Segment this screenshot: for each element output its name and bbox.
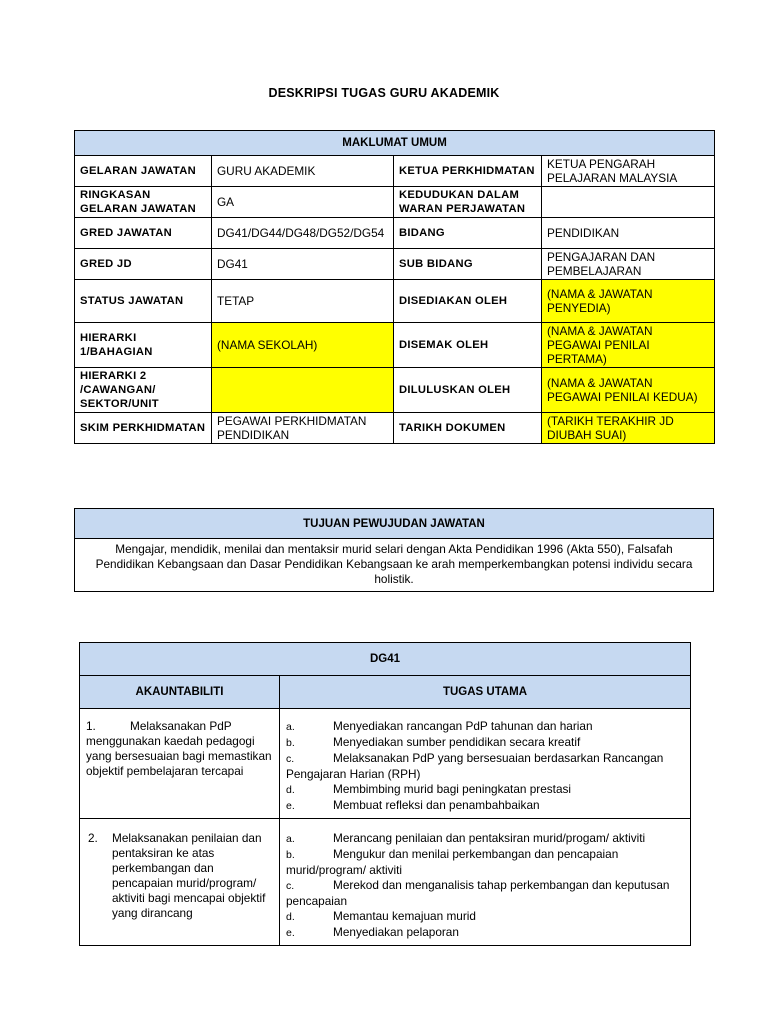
duty-item	[286, 735, 684, 751]
value-field: PENDIDIKAN	[542, 218, 715, 249]
value-hierarchy-1: (NAMA SEKOLAH)	[212, 323, 394, 368]
duty-letter: c.	[286, 753, 295, 765]
duty-text: Mengukur dan menilai perkembangan dan pencapaian murid/program/ aktiviti	[286, 847, 619, 877]
duty-letter: a.	[286, 721, 295, 733]
duty-letter: e.	[286, 927, 295, 939]
duty-item	[286, 909, 684, 925]
grade-header: DG41	[80, 643, 691, 676]
general-info-table	[74, 130, 715, 444]
duty-letter: c.	[286, 880, 295, 892]
label-field: BIDANG	[394, 218, 542, 249]
value-grade: DG41/DG44/DG48/DG52/DG54	[212, 218, 394, 249]
purpose-table	[74, 508, 714, 592]
label-jd-grade: GRED JD	[75, 249, 212, 280]
label-head-of-service: KETUA PERKHIDMATAN	[394, 156, 542, 187]
duty-item	[286, 719, 684, 735]
value-jd-grade: DG41	[212, 249, 394, 280]
duty-letter: e.	[286, 800, 295, 812]
duty-text: Membimbing murid bagi peningkatan prestasi	[333, 782, 572, 796]
label-approved-by: DILULUSKAN OLEH	[394, 368, 542, 413]
value-status: TETAP	[212, 280, 394, 323]
accountability-number: 1.	[86, 719, 96, 733]
duty-text: Menyediakan pelaporan	[333, 925, 459, 939]
duties-cell	[280, 709, 691, 819]
accountability-cell	[80, 709, 280, 819]
duty-text: Memantau kemajuan murid	[333, 909, 476, 923]
label-warrant-position: KEDUDUKAN DALAM WARAN PERJAWATAN	[394, 187, 542, 218]
label-reviewed-by: DISEMAK OLEH	[394, 323, 542, 368]
duty-item	[286, 751, 684, 782]
duty-item	[286, 831, 684, 847]
value-sub-field: PENGAJARAN DAN PEMBELAJARAN	[542, 249, 715, 280]
value-scheme: PEGAWAI PERKHIDMATAN PENDIDIKAN	[212, 413, 394, 444]
duty-item	[286, 798, 684, 814]
value-position-title: GURU AKADEMIK	[212, 156, 394, 187]
accountability-text: Melaksanakan penilaian dan pentaksiran ke atas perkembangan dan pencapaian murid/program/ aktiviti bagi mencapai objektif yang dirancang	[112, 831, 266, 920]
label-status: STATUS JAWATAN	[75, 280, 212, 323]
value-prepared-by: (NAMA & JAWATAN PENYEDIA)	[542, 280, 715, 323]
duty-item	[286, 925, 684, 941]
duty-text: Menyediakan sumber pendidikan secara kreatif	[333, 735, 581, 749]
label-hierarchy-1: HIERARKI 1/BAHAGIAN	[75, 323, 212, 368]
duty-letter: b.	[286, 737, 295, 749]
label-scheme: SKIM PERKHIDMATAN	[75, 413, 212, 444]
accountability-text: Melaksanakan PdP menggunakan kaedah pedagogi yang bersesuaian bagi memastikan objektif pembelajaran tercapai	[86, 719, 272, 778]
duty-text: Menyediakan rancangan PdP tahunan dan harian	[333, 719, 593, 733]
duty-item	[286, 878, 684, 909]
value-approved-by: (NAMA & JAWATAN PEGAWAI PENILAI KEDUA)	[542, 368, 715, 413]
main-duties-column-header: TUGAS UTAMA	[280, 676, 691, 709]
duty-text: Merancang penilaian dan pentaksiran murid/progam/ aktiviti	[333, 831, 646, 845]
duty-letter: a.	[286, 833, 295, 845]
value-short-title: GA	[212, 187, 394, 218]
value-head-of-service: KETUA PENGARAH PELAJARAN MALAYSIA	[542, 156, 715, 187]
duty-text: Merekod dan menganalisis tahap perkembangan dan keputusan pencapaian	[286, 878, 670, 908]
accountability-cell	[80, 819, 280, 946]
accountability-number: 2.	[88, 831, 98, 845]
purpose-text: Mengajar, mendidik, menilai dan mentaksir murid selari dengan Akta Pendidikan 1996 (Akta 550), Falsafah Pendidikan Kebangsaan dan Dasar Pendidikan Kebangsaan ke arah memperkembangkan potensi individu secara holistik.	[75, 539, 714, 592]
duty-letter: d.	[286, 784, 295, 796]
duty-item	[286, 782, 684, 798]
general-info-header: MAKLUMAT UMUM	[75, 131, 715, 156]
label-short-title: RINGKASAN GELARAN JAWATAN	[75, 187, 212, 218]
value-warrant-position	[542, 187, 715, 218]
duty-letter: d.	[286, 911, 295, 923]
value-reviewed-by: (NAMA & JAWATAN PEGAWAI PENILAI PERTAMA)	[542, 323, 715, 368]
purpose-header: TUJUAN PEWUJUDAN JAWATAN	[75, 509, 714, 539]
label-sub-field: SUB BIDANG	[394, 249, 542, 280]
label-position-title: GELARAN JAWATAN	[75, 156, 212, 187]
duty-letter: b.	[286, 849, 295, 861]
accountability-column-header: AKAUNTABILITI	[80, 676, 280, 709]
label-hierarchy-2: HIERARKI 2 /CAWANGAN/ SEKTOR/UNIT	[75, 368, 212, 413]
value-hierarchy-2	[212, 368, 394, 413]
grade-duties-table	[79, 642, 691, 946]
label-document-date: TARIKH DOKUMEN	[394, 413, 542, 444]
label-grade: GRED JAWATAN	[75, 218, 212, 249]
duties-cell	[280, 819, 691, 946]
label-prepared-by: DISEDIAKAN OLEH	[394, 280, 542, 323]
duty-text: Melaksanakan PdP yang bersesuaian berdasarkan Rancangan Pengajaran Harian (RPH)	[286, 751, 664, 781]
value-document-date: (TARIKH TERAKHIR JD DIUBAH SUAI)	[542, 413, 715, 444]
duty-item	[286, 847, 684, 878]
document-title: DESKRIPSI TUGAS GURU AKADEMIK	[268, 86, 500, 100]
duty-text: Membuat refleksi dan penambahbaikan	[333, 798, 540, 812]
